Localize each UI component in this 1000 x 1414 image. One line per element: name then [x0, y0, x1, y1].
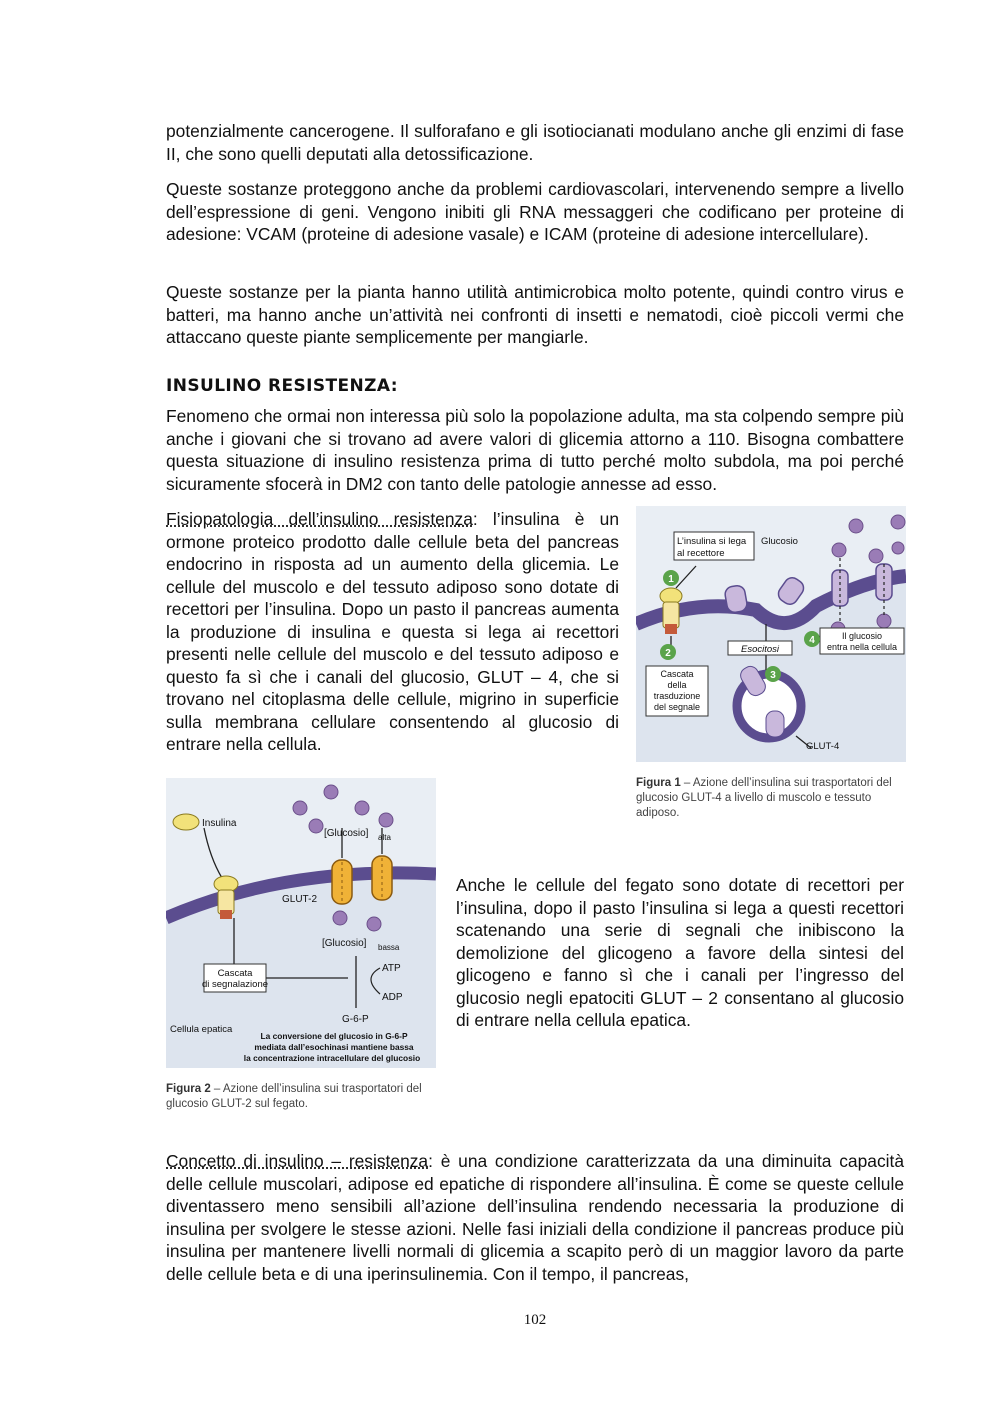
figure-2-caption	[166, 1082, 438, 1112]
glucose-molecule	[892, 542, 904, 554]
label-cell: Cellula epatica	[170, 1024, 233, 1035]
paragraph-insulin-resistance-intro: Fenomeno che ormai non interessa più solo la popolazione adulta, ma sta colpendo sempre più anche i giovani che si trovano ad avere valori di glicemia attorno a 110. Bisogna combattere questa situazione di insulino resistenza prima di tutto perché molto subdola, ma poi perché sicuramente sfocerà in DM2 con tanto delle patologie annesse ad esso.	[166, 406, 904, 494]
paragraph-antimicrobial: Queste sostanze per la pianta hanno utilità antimicrobica molto potente, quindi contro virus e batteri, ma hanno anche un’attività nei confronti di insetti e nematodi, cioè piccoli vermi che attaccano queste piante semplicemente per mangiarle.	[166, 282, 904, 347]
paragraph-liver: Anche le cellule del fegato sono dotate di recettori per l’insulina, dopo il pasto l’insulina si lega a questi recettori scatenando una serie di segnali che inibiscono la demolizione del glicogeno a favore della sintesi del glicogeno e fanno sì che i canali per l’ingresso del glucosio negli epatociti GLUT – 2 consentano al glucosio di entrare nella cellula epatica.	[456, 875, 904, 1030]
paragraph-cardiovascular: Queste sostanze proteggono anche da problemi cardiovascolari, intervenendo sempre a livello dell’espressione di geni. Vengono inibiti gli RNA messaggeri che codificano per proteine di adesione: VCAM (proteine di adesione vasale) e ICAM (proteine di adesione intercellulare).	[166, 179, 904, 244]
step-1-number: 1	[668, 574, 674, 585]
glucose-molecule	[293, 801, 307, 815]
figure-2-caption-text: – Azione dell’insulina sui trasportatori del glucosio GLUT-2 sul fegato.	[166, 1083, 422, 1110]
label-atp: ATP	[382, 963, 401, 974]
glut4-channel	[766, 711, 784, 737]
figure-1-caption-label: Figura 1	[636, 777, 681, 789]
figure-1	[636, 506, 906, 762]
label-cascade-line1: Cascata	[217, 968, 253, 979]
label-entry-line2: entra nella cellula	[826, 642, 898, 652]
figure-2-caption-label: Figura 2	[166, 1083, 211, 1095]
glucose-molecule	[333, 911, 347, 925]
label-cascade-line2: della	[667, 680, 687, 690]
label-cascade-line3: trasduzione	[653, 691, 701, 701]
section-heading: INSULINO RESISTENZA:	[166, 376, 398, 396]
glucose-molecule	[869, 549, 883, 563]
figure-1-diagram	[636, 506, 906, 762]
figure-2	[166, 778, 436, 1068]
label-binding-line2: al recettore	[677, 548, 725, 559]
glucose-molecule	[832, 543, 846, 557]
receptor-kinase	[665, 624, 677, 634]
glucose-molecule	[877, 614, 891, 628]
label-insulin: Insulina	[202, 818, 237, 829]
glucose-molecule	[379, 813, 393, 827]
page-number: 102	[523, 1312, 547, 1328]
figure-1-caption-text: – Azione dell’insulina sui trasportatori del glucosio GLUT-4 a livello di muscolo e tessuto adiposo.	[636, 777, 892, 819]
glucose-molecule	[849, 519, 863, 533]
figure-2-diagram	[166, 778, 436, 1068]
step-2-number: 2	[665, 648, 671, 659]
label-glucose-high: [Glucosio]	[324, 828, 369, 839]
label-glucose-low-suffix: bassa	[378, 943, 400, 952]
label-glut2: GLUT-2	[282, 894, 318, 905]
step-3-number: 3	[770, 670, 776, 681]
label-cascade-line1: Cascata	[660, 669, 694, 679]
label-adp: ADP	[382, 992, 403, 1003]
insulin-molecule	[173, 814, 199, 830]
glucose-molecule	[324, 785, 338, 799]
step-4-number: 4	[809, 635, 815, 646]
note-line3: la concentrazione intracellulare del glucosio	[243, 1053, 421, 1063]
label-binding-line1: L’insulina si lega	[677, 536, 747, 547]
paragraph-intro: potenzialmente cancerogene. Il sulforafano e gli isotiocianati modulano anche gli enzimi di fase II, che sono quelli deputati alla detossificazione.	[166, 121, 904, 164]
glucose-molecule	[891, 515, 905, 529]
label-glut4: GLUT-4	[806, 741, 840, 752]
label-glucose-low: [Glucosio]	[322, 938, 367, 949]
paragraph-resistance-concept	[166, 1150, 904, 1285]
glucose-molecule	[309, 819, 323, 833]
label-cascade-line2: di segnalazione	[201, 979, 269, 990]
label-glucose: Glucosio	[761, 536, 798, 547]
glucose-molecule	[367, 917, 381, 931]
figure-1-caption	[636, 776, 908, 821]
label-exocytosis: Esocitosi	[740, 644, 780, 655]
physiopathology-text: : l’insulina è un ormone proteico prodotto dalle cellule beta del pancreas endocrino in risposta ad un aumento della glicemia. Le cellule del muscolo e del tessuto adiposo sono dotate di recettori per l’insulina. Dopo un pasto il pancreas aumenta la produzione di insulina e questa si lega ai recettori presenti nelle cellule del muscolo e del tessuto adiposo e questo fa sì che i canali del glucosio, GLUT – 4, che si trovano nel citoplasma delle cellule, migrino in superficie sulla membrana cellulare consentendo al glucosio di entrare nella cellula.	[166, 509, 620, 754]
term-resistance-concept: Concetto di insulino – resistenza	[166, 1151, 429, 1171]
label-cascade-line4: del segnale	[653, 702, 701, 712]
paragraph-physiopathology	[166, 508, 619, 756]
glucose-molecule	[355, 801, 369, 815]
label-entry-line1: Il glucosio	[841, 631, 883, 641]
note-line2: mediata dall’esochinasi mantiene bassa	[254, 1042, 414, 1052]
note-line1: La conversione del glucosio in G-6-P	[260, 1031, 408, 1041]
receptor-kinase	[220, 910, 232, 919]
term-physiopathology: Fisiopatologia dell’insulino resistenza	[166, 509, 473, 529]
label-g6p: G-6-P	[342, 1014, 369, 1025]
resistance-concept-text: : è una condizione caratterizzata da una diminuita capacità delle cellule muscolari, adipose ed epatiche di rispondere all’insulina. È come se queste cellule diventassero meno sensibili all’azione dell’insulina rendendo necessaria la produzione di insulina per svolgere le stesse azioni. Nelle fasi iniziali della condizione il pancreas produce più insulina per mantenere livelli normali di glicemia a scapito però di un maggior lavoro da parte delle cellule beta e di una iperinsulinemia. Con il tempo, il pancreas,	[166, 1151, 905, 1284]
label-glucose-high-suffix: alta	[378, 833, 391, 842]
